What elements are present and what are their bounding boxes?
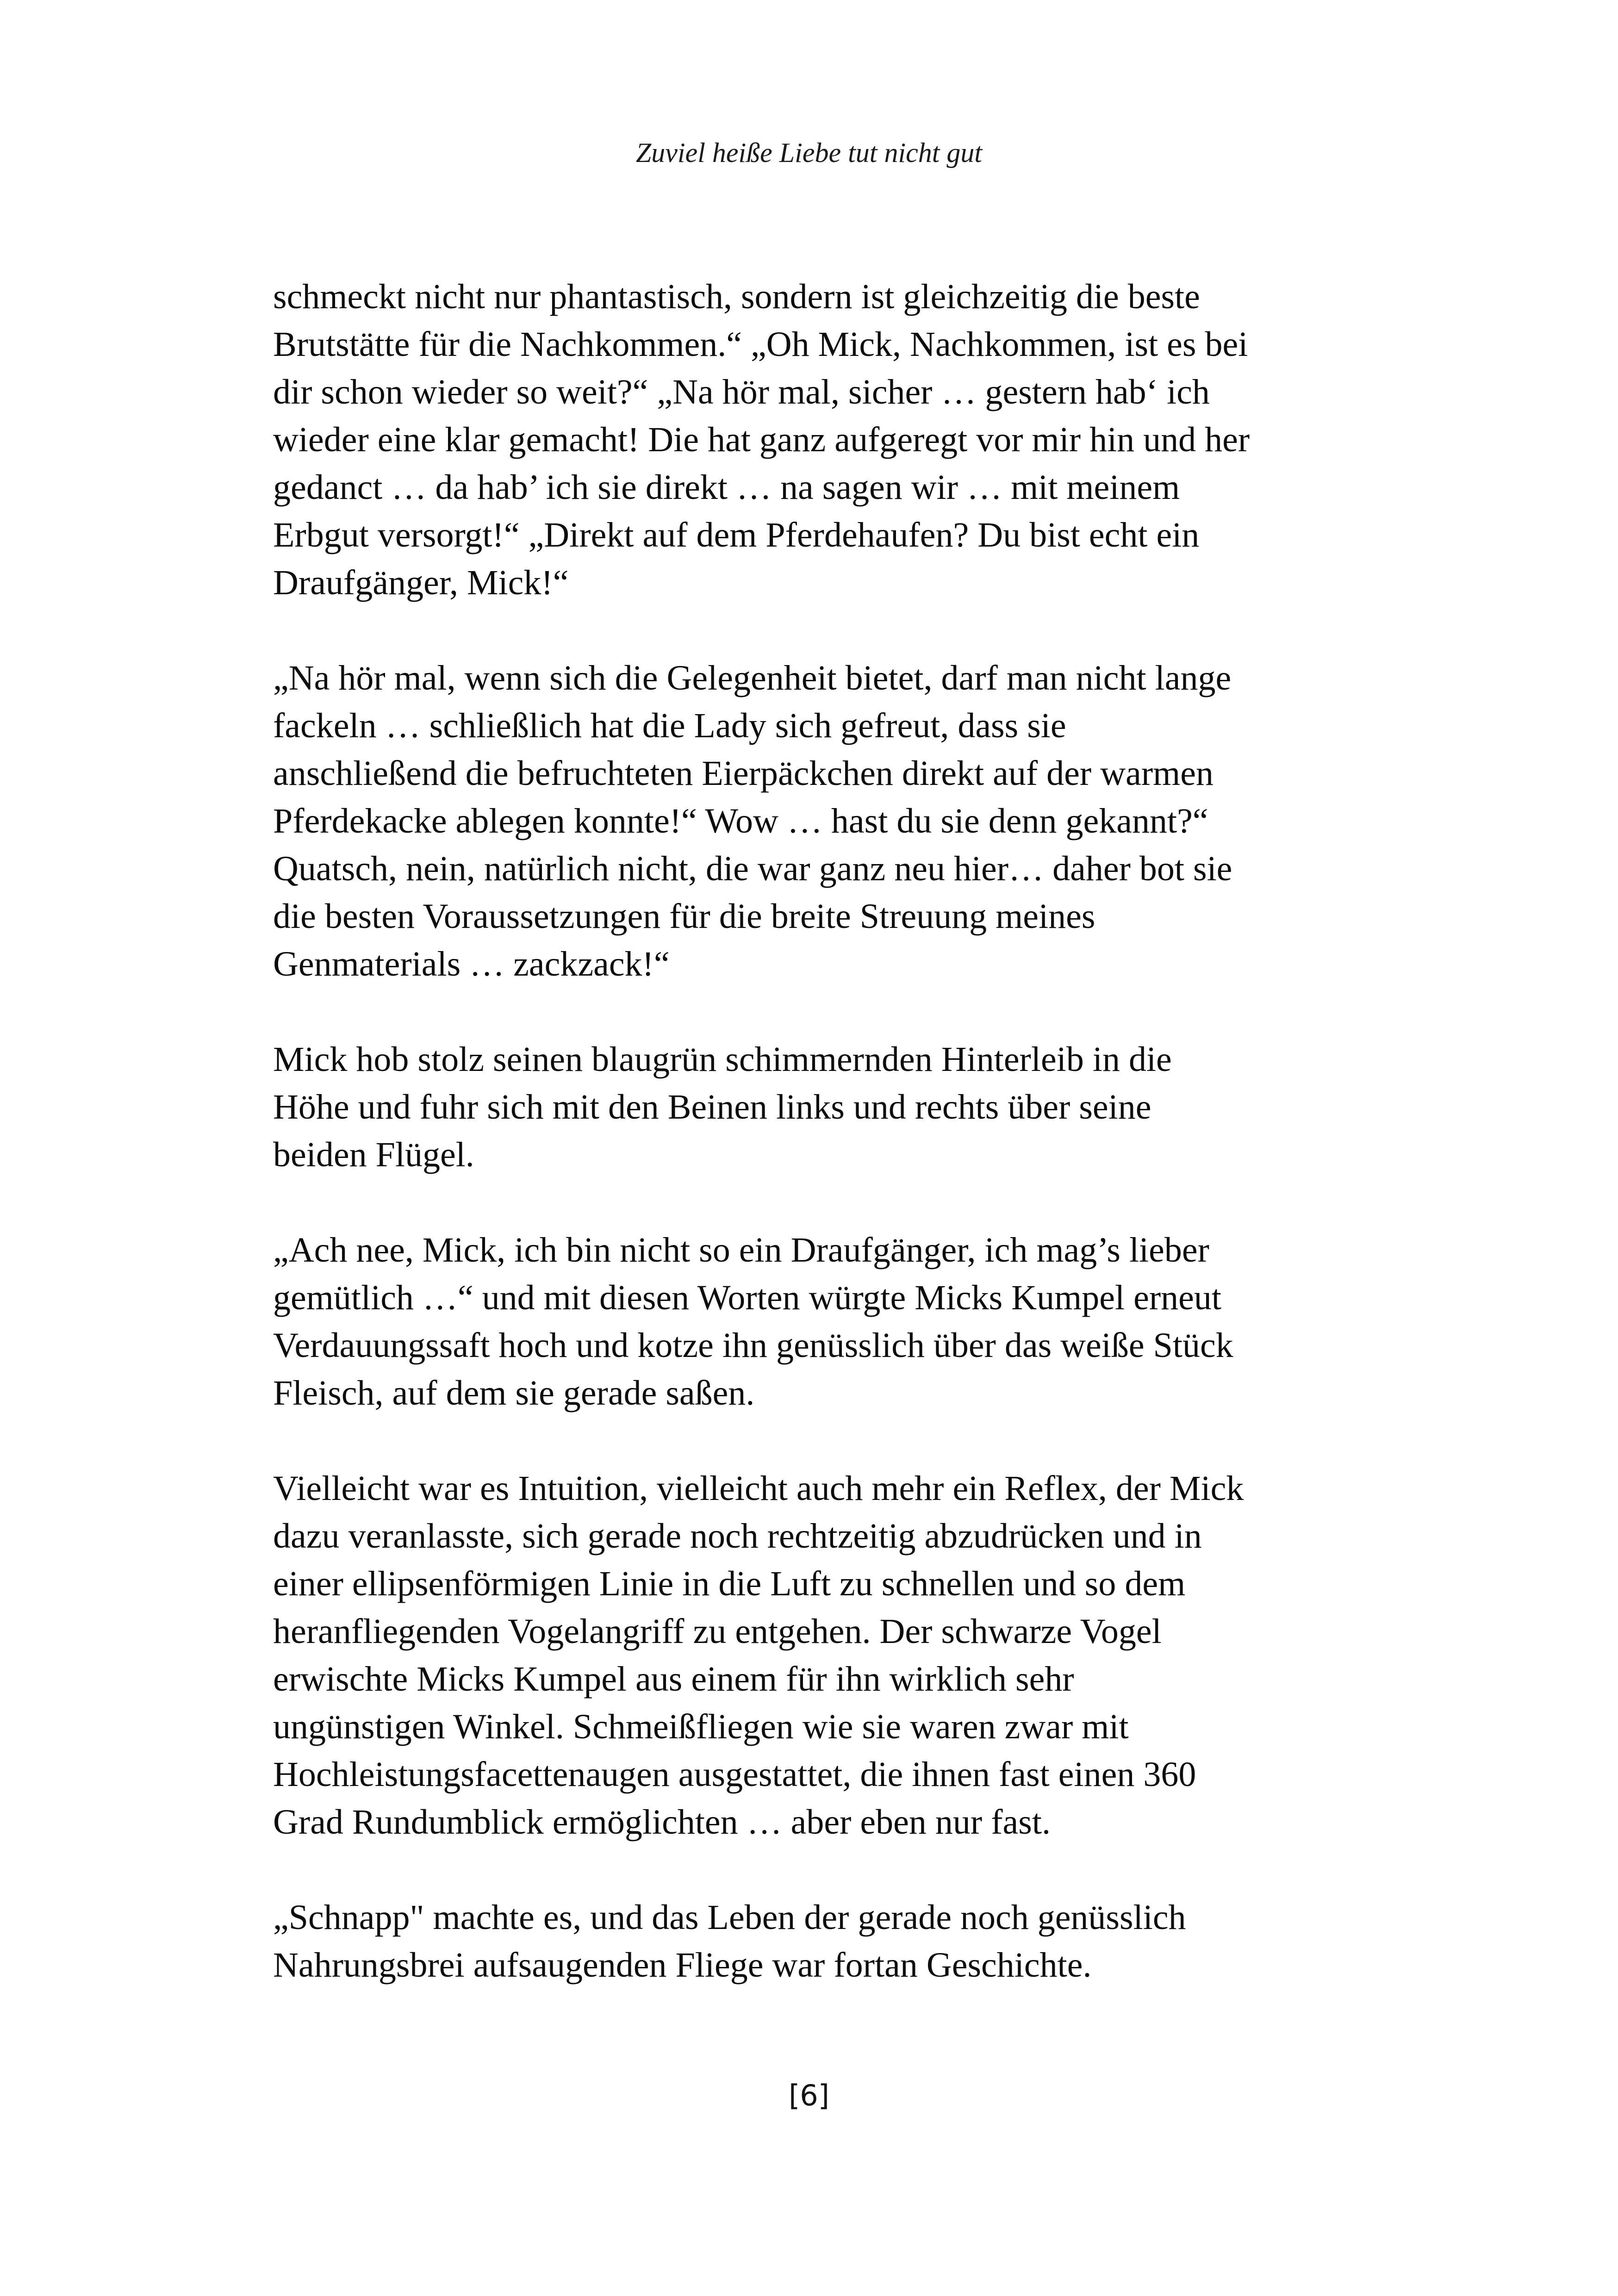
- text-line: gedanct … da hab’ ich sie direkt … na sagen wir … mit meinem: [273, 468, 1180, 507]
- page-number: [6]: [789, 2078, 829, 2112]
- paragraph: [273, 1036, 1351, 1179]
- text-line: gemütlich …“ und mit diesen Worten würgte Micks Kumpel erneut: [273, 1278, 1221, 1317]
- text-line: die besten Voraussetzungen für die breite Streuung meines: [273, 897, 1095, 936]
- paragraph: [273, 1226, 1351, 1417]
- text-line: Draufgänger, Mick!“: [273, 563, 569, 602]
- text-line: heranfliegenden Vogelangriff zu entgehen. Der schwarze Vogel: [273, 1612, 1162, 1651]
- text-line: „Ach nee, Mick, ich bin nicht so ein Draufgänger, ich mag’s lieber: [273, 1231, 1209, 1269]
- text-line: Quatsch, nein, natürlich nicht, die war ganz neu hier… daher bot sie: [273, 849, 1232, 888]
- text-line: Brutstätte für die Nachkommen.“ „Oh Mick, Nachkommen, ist es bei: [273, 325, 1248, 364]
- text-line: beiden Flügel.: [273, 1135, 474, 1174]
- text-line: anschließend die befruchteten Eierpäckchen direkt auf der warmen: [273, 754, 1214, 793]
- running-header: Zuviel heiße Liebe tut nicht gut: [635, 137, 983, 168]
- text-line: wieder eine klar gemacht! Die hat ganz aufgeregt vor mir hin und her: [273, 420, 1250, 459]
- body-text: [273, 273, 1351, 1989]
- text-line: Erbgut versorgt!“ „Direkt auf dem Pferdehaufen? Du bist echt ein: [273, 516, 1200, 554]
- text-line: Hochleistungsfacettenaugen ausgestattet, die ihnen fast einen 360: [273, 1755, 1196, 1794]
- text-line: Fleisch, auf dem sie gerade saßen.: [273, 1374, 755, 1412]
- text-line: Nahrungsbrei aufsaugenden Fliege war fortan Geschichte.: [273, 1946, 1092, 1985]
- text-line: Vielleicht war es Intuition, vielleicht auch mehr ein Reflex, der Mick: [273, 1469, 1244, 1508]
- text-line: dazu veranlasste, sich gerade noch rechtzeitig abzudrücken und in: [273, 1517, 1202, 1556]
- text-line: erwischte Micks Kumpel aus einem für ihn wirklich sehr: [273, 1660, 1074, 1699]
- text-line: „Schnapp" machte es, und das Leben der gerade noch genüsslich: [273, 1898, 1186, 1937]
- text-line: „Na hör mal, wenn sich die Gelegenheit bietet, darf man nicht lange: [273, 659, 1232, 697]
- paragraph: [273, 654, 1351, 988]
- paragraph: [273, 1894, 1351, 1989]
- text-line: ungünstigen Winkel. Schmeißfliegen wie sie waren zwar mit: [273, 1707, 1129, 1746]
- paragraph: [273, 273, 1351, 607]
- text-line: Grad Rundumblick ermöglichten … aber eben nur fast.: [273, 1803, 1051, 1842]
- text-line: Verdauungssaft hoch und kotze ihn genüsslich über das weiße Stück: [273, 1326, 1233, 1365]
- text-line: einer ellipsenförmigen Linie in die Luft zu schnellen und so dem: [273, 1564, 1186, 1603]
- text-line: Pferdekacke ablegen konnte!“ Wow … hast du sie denn gekannt?“: [273, 802, 1208, 840]
- text-line: Genmaterials … zackzack!“: [273, 945, 670, 983]
- text-line: schmeckt nicht nur phantastisch, sondern ist gleichzeitig die beste: [273, 277, 1200, 316]
- text-line: Höhe und fuhr sich mit den Beinen links und rechts über seine: [273, 1088, 1151, 1126]
- paragraph: [273, 1465, 1351, 1846]
- text-line: Mick hob stolz seinen blaugrün schimmernden Hinterleib in die: [273, 1040, 1172, 1079]
- text-line: fackeln … schließlich hat die Lady sich gefreut, dass sie: [273, 706, 1066, 745]
- text-line: dir schon wieder so weit?“ „Na hör mal, sicher … gestern hab‘ ich: [273, 373, 1210, 411]
